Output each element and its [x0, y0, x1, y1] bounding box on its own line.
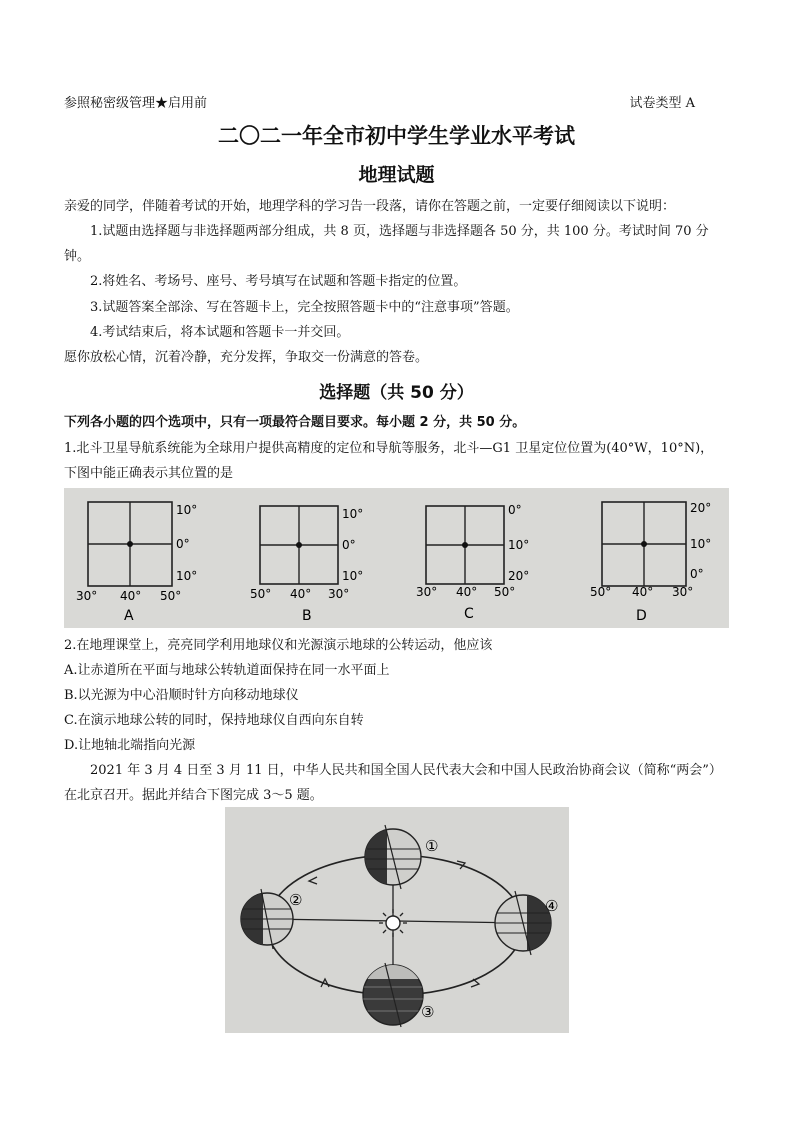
section-title: 选择题（共 50 分）: [319, 383, 474, 403]
earth-position-2: [241, 889, 293, 949]
q3-intro-line1: 2021 年 3 月 4 日至 3 月 11 日，中华人民共和国全国人民代表大会和中国人民政治协商会议（简称“两会”）: [90, 763, 722, 778]
grid-b-letter: B: [302, 608, 312, 624]
grid-c-right-2: 10°: [508, 538, 530, 552]
q2-option-b: B.以光源为中心沿顺时针方向移动地球仪: [64, 688, 299, 703]
grid-c-right-1: 0°: [508, 503, 522, 517]
grid-a-bottom-3: 50°: [160, 589, 182, 603]
grid-c-bottom-3: 50°: [494, 585, 516, 599]
instruction-1: 1.试题由选择题与非选择题两部分组成，共 8 页，选择题与非选择题各 50 分，共 100 分。考试时间 70 分: [90, 224, 709, 239]
grid-d: [590, 501, 711, 624]
q2-option-a: A.让赤道所在平面与地球公转轨道面保持在同一水平面上: [64, 663, 390, 678]
grid-d-right-3: 0°: [690, 567, 704, 581]
grid-b-bottom-2: 40°: [290, 587, 312, 601]
grid-d-letter: D: [636, 608, 647, 624]
paper-type-label: 试卷类型 A: [629, 96, 695, 111]
q2-stem: 2.在地理课堂上，亮亮同学利用地球仪和光源演示地球的公转运动，他应该: [64, 638, 493, 653]
grid-c-right-3: 20°: [508, 569, 530, 583]
coordinate-grids: [64, 488, 729, 628]
grid-b-right-1: 10°: [342, 507, 364, 521]
grid-a-right-1: 10°: [176, 503, 198, 517]
grid-b-right-2: 0°: [342, 538, 356, 552]
grid-d-bottom-2: 40°: [632, 585, 654, 599]
grid-c-point: [462, 542, 468, 548]
orbit-diagram: [225, 807, 569, 1033]
earth-position-1: [365, 825, 421, 889]
q2-option-c: C.在演示地球公转的同时，保持地球仪自西向东自转: [64, 713, 364, 728]
grid-d-right-2: 10°: [690, 537, 712, 551]
wish-text: 愿你放松心情，沉着冷静，充分发挥，争取交一份满意的答卷。: [64, 350, 429, 365]
grid-c-letter: C: [464, 606, 474, 622]
grid-a: [76, 502, 197, 624]
grid-d-point: [641, 541, 647, 547]
intro-text: 亲爱的同学，伴随着考试的开始，地理学科的学习告一段落，请你在答题之前，一定要仔细阅读以下说明：: [64, 199, 676, 214]
label-position-2: ②: [289, 891, 303, 909]
q1-line1: 1.北斗卫星导航系统能为全球用户提供高精度的定位和导航等服务，北斗—G1 卫星定位位置为(40°W，10°N)，: [64, 441, 714, 456]
grid-a-letter: A: [124, 608, 134, 624]
label-position-4: ④: [545, 897, 559, 915]
label-position-1: ①: [425, 837, 439, 855]
q3-intro-line2: 在北京召开。据此并结合下图完成 3～5 题。: [64, 788, 323, 803]
label-position-3: ③: [421, 1003, 435, 1021]
q2-option-d: D.让地轴北端指向光源: [64, 738, 196, 753]
grid-d-bottom-1: 50°: [590, 585, 612, 599]
confidential-label: 参照秘密级管理★启用前: [64, 96, 208, 111]
earth-revolution-figure: [225, 807, 569, 1033]
section-direction: 下列各小题的四个选项中，只有一项最符合题目要求。每小题 2 分，共 50 分。: [64, 415, 526, 430]
earth-position-4: [495, 891, 551, 955]
grid-b: [250, 506, 363, 624]
grid-c-bottom-1: 30°: [416, 585, 438, 599]
grid-a-right-3: 10°: [176, 569, 198, 583]
grid-a-bottom-2: 40°: [120, 589, 142, 603]
grid-a-bottom-1: 30°: [76, 589, 98, 603]
q1-figure: [64, 488, 729, 628]
exam-title: 二〇二一年全市初中学生学业水平考试: [218, 124, 575, 148]
grid-b-point: [296, 542, 302, 548]
instruction-2: 2.将姓名、考场号、座号、考号填写在试题和答题卡指定的位置。: [90, 274, 467, 289]
grid-d-bottom-3: 30°: [672, 585, 694, 599]
instruction-4: 4.考试结束后，将本试题和答题卡一并交回。: [90, 325, 350, 340]
earth-position-3: [363, 963, 423, 1027]
instruction-1-cont: 钟。: [64, 249, 91, 264]
instruction-3: 3.试题答案全部涂、写在答题卡上，完全按照答题卡中的“注意事项”答题。: [90, 300, 519, 315]
q1-line2: 下图中能正确表示其位置的是: [64, 466, 234, 481]
grid-b-bottom-3: 30°: [328, 587, 350, 601]
grid-b-right-3: 10°: [342, 569, 364, 583]
grid-c: [416, 503, 529, 622]
grid-a-right-2: 0°: [176, 537, 190, 551]
grid-a-point: [127, 541, 133, 547]
grid-b-bottom-1: 50°: [250, 587, 272, 601]
grid-d-right-1: 20°: [690, 501, 712, 515]
subject-title: 地理试题: [358, 164, 435, 186]
grid-c-bottom-2: 40°: [456, 585, 478, 599]
